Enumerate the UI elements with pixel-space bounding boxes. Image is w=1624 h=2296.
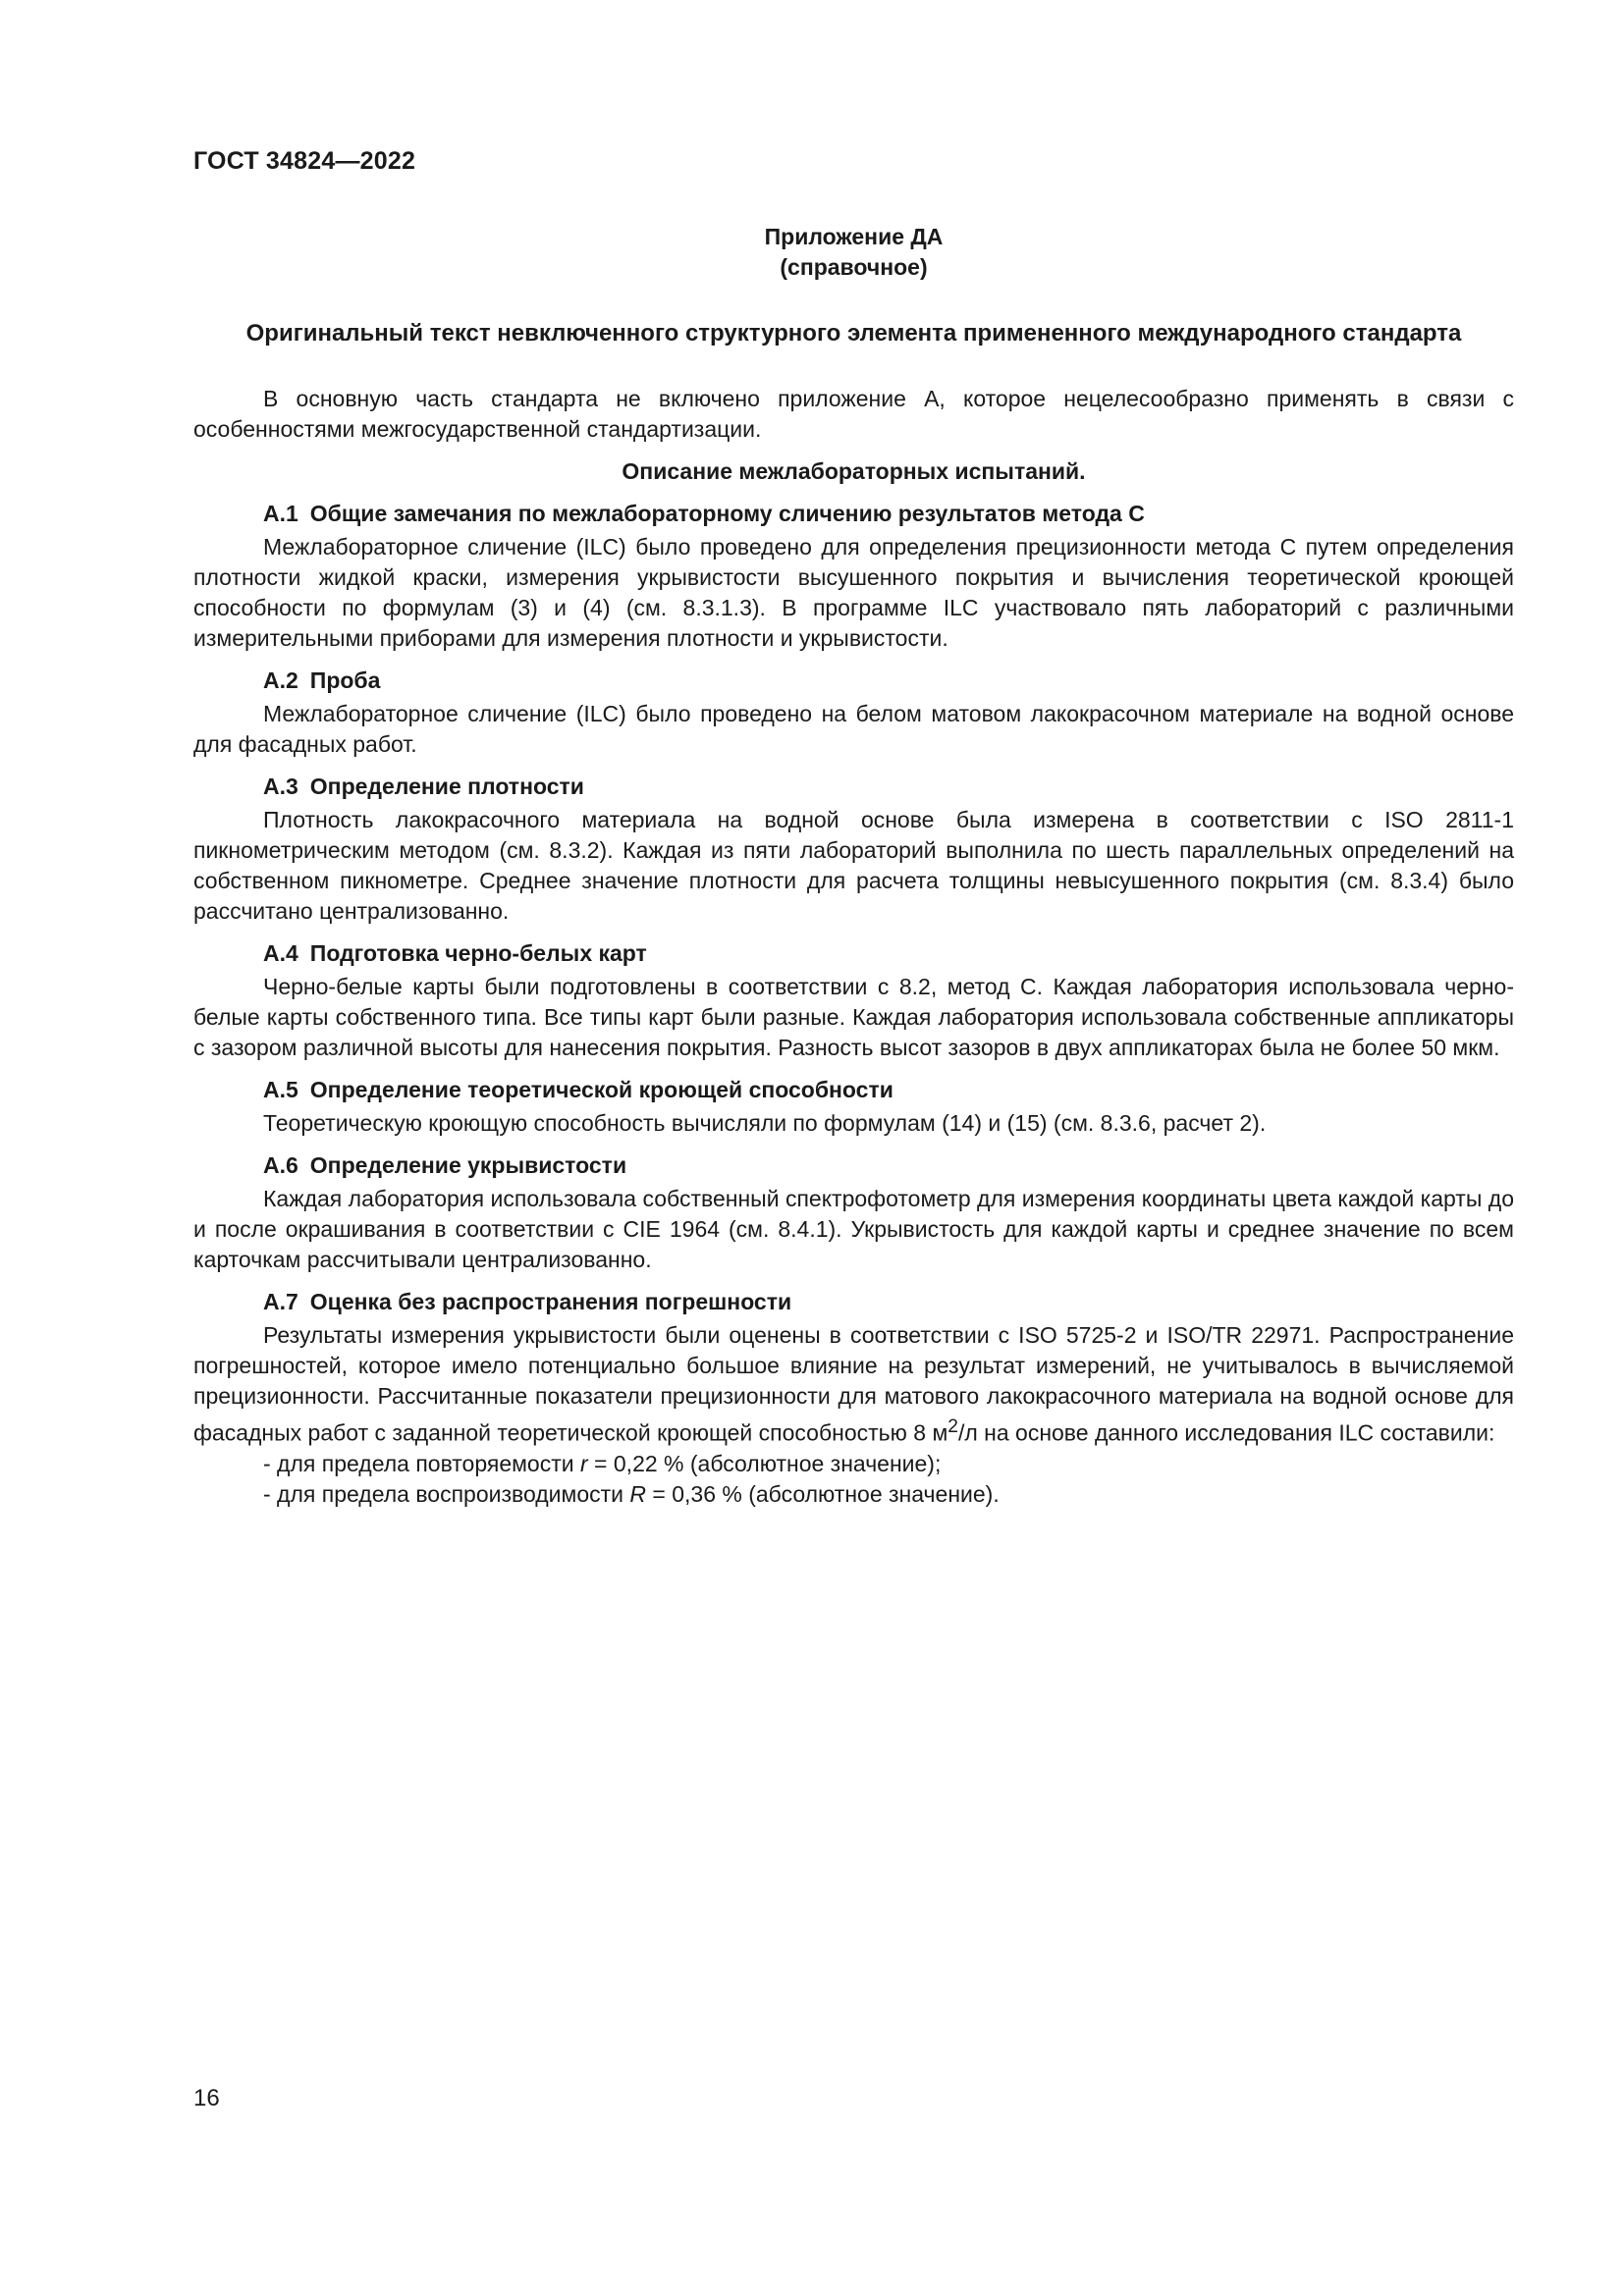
section-number: А.2 bbox=[263, 667, 298, 693]
list-item-suffix: = 0,36 % (абсолютное значение). bbox=[646, 1480, 1000, 1507]
section-title: Определение плотности bbox=[309, 774, 584, 799]
list-item-symbol: R bbox=[629, 1480, 647, 1507]
section-text-a6: Каждая лаборатория использовала собственный спектрофотометр для измерения координаты цвета каждой карты до и после окрашивания в соответствии с CIE 1964 (см. 8.4.1). Укрывистость для каждой карты и среднее значение по всем карточкам рассчитывали централизованно. bbox=[193, 1186, 1514, 1272]
intro-paragraph: В основную часть стандарта не включено приложение А, которое нецелесообразно применять в связи с особенностями межгосударственной стандартизации. bbox=[193, 386, 1514, 442]
section-heading-a3 bbox=[193, 772, 1514, 802]
section-title: Подготовка черно-белых карт bbox=[309, 940, 647, 966]
section-text-part: /л на основе данного исследования ILC составили: bbox=[957, 1419, 1495, 1446]
list-item-prefix: - для предела воспроизводимости bbox=[263, 1480, 630, 1507]
list-item-prefix: - для предела повторяемости bbox=[263, 1450, 580, 1476]
list-item-suffix: = 0,22 % (абсолютное значение); bbox=[587, 1450, 942, 1476]
section-heading-a7 bbox=[193, 1287, 1514, 1317]
page-number: 16 bbox=[193, 2085, 220, 2111]
section-text-a4: Черно-белые карты были подготовлены в соответствии с 8.2, метод С. Каждая лаборатория использовала черно-белые карты собственного типа. Все типы карт были разные. Каждая лаборатория использовала собственные аппликаторы с зазором различной высоты для нанесения покрытия. Разность высот зазоров в двух аппликаторах была не более 50 мкм. bbox=[193, 974, 1514, 1060]
section-text-a7 bbox=[193, 1320, 1514, 1449]
section-number: А.5 bbox=[263, 1077, 298, 1102]
page-content bbox=[193, 222, 1514, 1510]
list-item-reproducibility bbox=[193, 1479, 1514, 1510]
section-text-a1: Межлабораторное сличение (ILC) было проведено для определения прецизионности метода С путем определения плотности жидкой краски, измерения укрывистости высушенного покрытия и вычисления теоретической кроющей способности по формулам (3) и (4) (см. 8.3.1.3). В программе ILC участвовало пять лабораторий с различными измерительными приборами для измерения плотности и укрывистости. bbox=[193, 534, 1514, 651]
section-title: Определение теоретической кроющей способности bbox=[309, 1077, 893, 1102]
section-text-a2: Межлабораторное сличение (ILC) было проведено на белом матовом лакокрасочном материале на водной основе для фасадных работ. bbox=[193, 701, 1514, 757]
subtitle: Описание межлабораторных испытаний. bbox=[622, 458, 1086, 484]
section-text-a5: Теоретическую кроющую способность вычисляли по формулам (14) и (15) (см. 8.3.6, расчет 2). bbox=[263, 1110, 1267, 1136]
annex-title: Приложение ДА bbox=[764, 224, 944, 249]
section-number: А.7 bbox=[263, 1289, 298, 1314]
section-text-part: Результаты измерения укрывистости были оценены в соответствии с ISO 5725-2 и ISO/TR 22971. Распространение погрешностей, которое имело потенциально большое влияние на результат измерений, не учитывалось в вычисляемой прецизионности. Рассчитанные показатели прецизионности для матового лакокрасочного материала на водной основе для фасадных работ с заданной теоретической кроющей способностью 8 м bbox=[193, 1322, 1514, 1446]
section-number: А.6 bbox=[263, 1152, 298, 1178]
section-heading-a6 bbox=[193, 1150, 1514, 1181]
superscript: 2 bbox=[947, 1416, 958, 1437]
list-item-symbol: r bbox=[580, 1450, 588, 1476]
annex-heading: Оригинальный текст невключенного структурного элемента примененного международного стандарта bbox=[245, 320, 1462, 347]
section-heading-a2 bbox=[193, 666, 1514, 696]
section-title: Общие замечания по межлабораторному сличению результатов метода С bbox=[309, 501, 1145, 526]
section-title: Оценка без распространения погрешности bbox=[309, 1289, 792, 1314]
section-number: А.1 bbox=[263, 501, 298, 526]
section-title: Определение укрывистости bbox=[309, 1152, 627, 1178]
section-text-a3: Плотность лакокрасочного материала на водной основе была измерена в соответствии с ISO 2811-1 пикнометрическим методом (см. 8.3.2). Каждая из пяти лабораторий выполнила по шесть параллельных определений на собственном пикнометре. Среднее значение плотности для расчета толщины невысушенного покрытия (см. 8.3.4) было рассчитано централизованно. bbox=[193, 807, 1514, 924]
annex-type: (справочное) bbox=[780, 254, 928, 280]
section-heading-a5 bbox=[193, 1075, 1514, 1105]
section-number: А.3 bbox=[263, 774, 298, 799]
list-item-repeatability bbox=[193, 1449, 1514, 1479]
section-heading-a4 bbox=[193, 938, 1514, 969]
document-header: ГОСТ 34824—2022 bbox=[193, 147, 416, 175]
section-heading-a1 bbox=[193, 499, 1514, 529]
section-number: А.4 bbox=[263, 940, 298, 966]
section-title: Проба bbox=[309, 667, 381, 693]
